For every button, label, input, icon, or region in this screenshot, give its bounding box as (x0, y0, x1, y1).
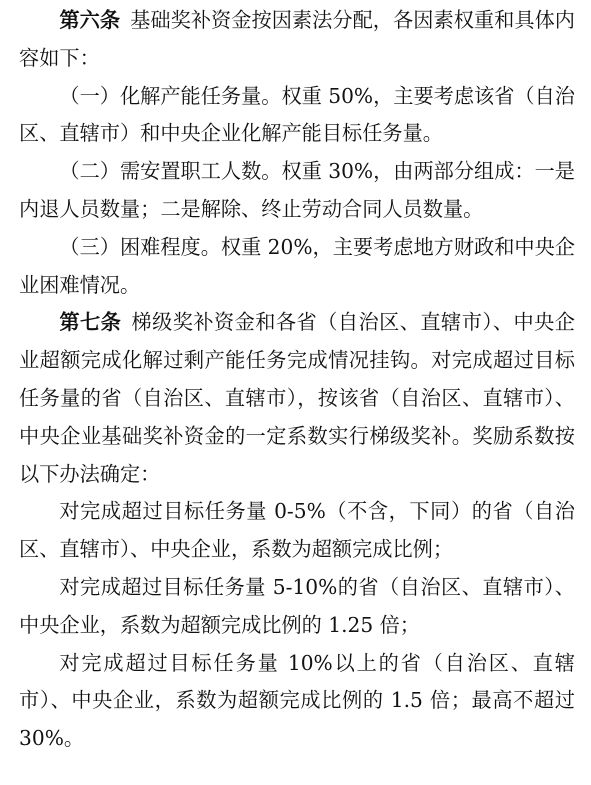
article-7-label: 第七条 (59, 310, 122, 335)
document-page (19, 2, 575, 758)
article-7-item-2: 对完成超过目标任务量 5-10%的省（自治区、直辖市）、中央企业，系数为超额完成比例的 1.25 倍； (19, 574, 575, 637)
article-7-text: 梯级奖补资金和各省（自治区、直辖市）、中央企业超额完成化解过剩产能任务完成情况挂钩。对完成超过目标任务量的省（自治区、直辖市），按该省（自治区、直辖市）、中央企业基础奖补资金的一定系数实行梯级奖补。奖励系数按以下办法确定： (19, 310, 575, 486)
article-6-text: 基础奖补资金按因素法分配，各因素权重和具体内容如下： (19, 8, 575, 70)
article-7-paragraph (19, 304, 575, 493)
article-6-paragraph (19, 2, 575, 78)
article-6-label: 第六条 (59, 8, 121, 32)
article-6-item-1: （一）化解产能任务量。权重 50%，主要考虑该省（自治区、直辖市）和中央企业化解产能目标任务量。 (19, 83, 575, 146)
article-6-item-2: （二）需安置职工人数。权重 30%，由两部分组成：一是内退人员数量；二是解除、终止劳动合同人员数量。 (19, 159, 575, 221)
article-7-item-1: 对完成超过目标任务量 0-5%（不含，下同）的省（自治区、直辖市）、中央企业，系数为超额完成比例； (19, 499, 575, 562)
article-6-item-3: （三）困难程度。权重 20%，主要考虑地方财政和中央企业困难情况。 (19, 234, 575, 297)
article-7-item-3: 对完成超过目标任务量 10%以上的省（自治区、直辖市）、中央企业，系数为超额完成比例的 1.5 倍；最高不超过 30%。 (19, 650, 575, 751)
